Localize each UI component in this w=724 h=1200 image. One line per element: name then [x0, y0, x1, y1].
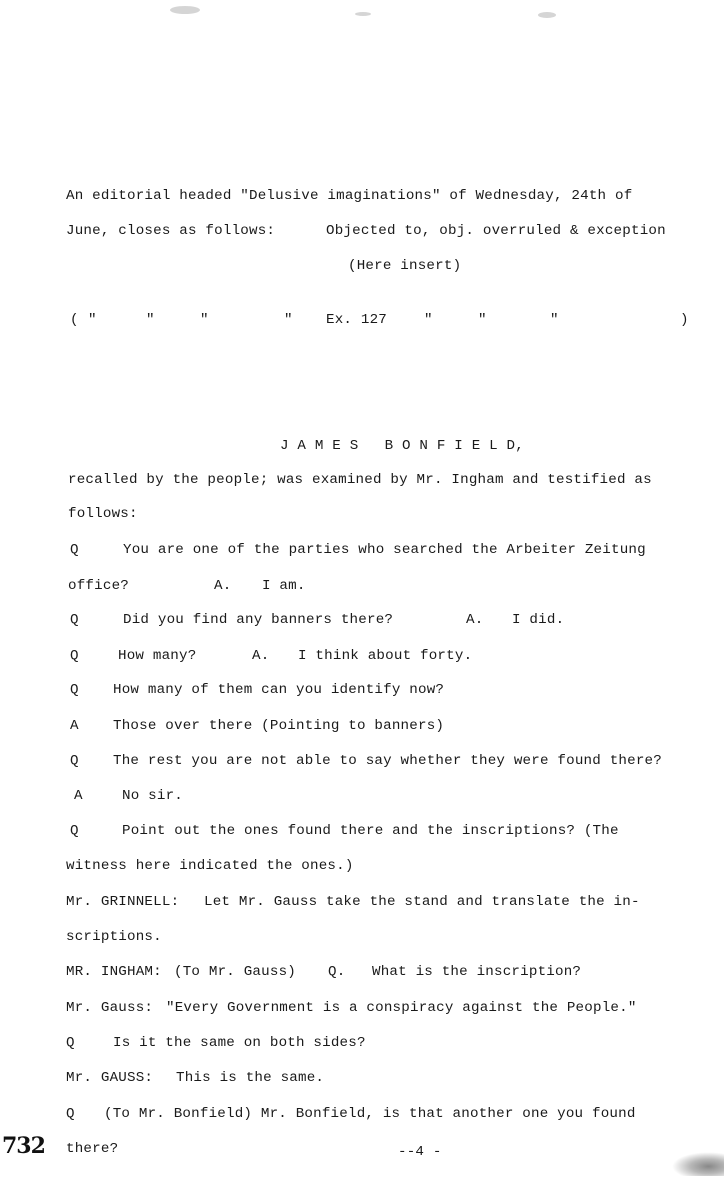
- question-continuation: there?: [66, 1141, 119, 1157]
- answer-text: I think about forty.: [298, 648, 473, 664]
- speaker-label: Q: [70, 682, 79, 698]
- ditto-mark: ": [284, 312, 293, 328]
- statement-text: (To Mr. Gauss): [174, 964, 296, 980]
- exhibit-label: Ex. 127: [326, 312, 387, 328]
- scan-smudge: [538, 12, 556, 18]
- answer-label: A.: [214, 578, 232, 594]
- statement-continuation: scriptions.: [66, 929, 162, 945]
- ditto-mark: ": [146, 312, 155, 328]
- question-text: What is the inscription?: [372, 964, 582, 980]
- ditto-mark: ": [424, 312, 433, 328]
- speaker-label: Mr. Gauss:: [66, 1000, 154, 1016]
- speaker-label: Mr. GRINNELL:: [66, 894, 180, 910]
- ditto-mark: ": [550, 312, 559, 328]
- speaker-label: Q: [70, 823, 79, 839]
- ditto-close: ): [680, 312, 689, 328]
- margin-page-number: 732: [2, 1133, 45, 1159]
- scan-smudge: [170, 6, 200, 14]
- question-text: The rest you are not able to say whether they were found there?: [113, 753, 662, 769]
- objection-note: Objected to, obj. overruled & exception: [326, 223, 666, 239]
- insert-note: (Here insert): [348, 258, 462, 274]
- speaker-label: A: [70, 718, 79, 734]
- ditto-mark: ": [88, 312, 97, 328]
- question-text: Point out the ones found there and the inscriptions? (The: [122, 823, 619, 839]
- question-continuation: office?: [68, 578, 129, 594]
- question-text: Is it the same on both sides?: [113, 1035, 366, 1051]
- answer-text: I am.: [262, 578, 306, 594]
- speaker-label: MR. INGHAM:: [66, 964, 162, 980]
- answer-text: Those over there (Pointing to banners): [113, 718, 445, 734]
- speaker-label: Q: [70, 612, 79, 628]
- question-continuation: witness here indicated the ones.): [66, 858, 354, 874]
- statement-text: This is the same.: [176, 1070, 325, 1086]
- speaker-label: A: [74, 788, 83, 804]
- speaker-label: Q: [70, 753, 79, 769]
- answer-text: No sir.: [122, 788, 183, 804]
- question-text: (To Mr. Bonfield) Mr. Bonfield, is that another one you found: [104, 1106, 636, 1122]
- scan-noise: [672, 1152, 724, 1176]
- witness-intro-line-1: recalled by the people; was examined by Mr. Ingham and testified as: [68, 472, 652, 488]
- speaker-label: Q: [66, 1106, 75, 1122]
- scan-smudge: [355, 12, 371, 16]
- question-text: How many?: [118, 648, 197, 664]
- page-number: --4 -: [398, 1144, 442, 1160]
- ditto-mark: ": [478, 312, 487, 328]
- answer-text: I did.: [512, 612, 565, 628]
- speaker-label: Q: [70, 542, 79, 558]
- speaker-label: Mr. GAUSS:: [66, 1070, 154, 1086]
- question-text: Did you find any banners there?: [123, 612, 394, 628]
- question-text: You are one of the parties who searched the Arbeiter Zeitung: [123, 542, 646, 558]
- ditto-open: (: [70, 312, 79, 328]
- answer-label: A.: [466, 612, 484, 628]
- editorial-line-2-left: June, closes as follows:: [66, 223, 276, 239]
- question-text: How many of them can you identify now?: [113, 682, 445, 698]
- speaker-label: Q: [66, 1035, 75, 1051]
- statement-text: Let Mr. Gauss take the stand and translate the in-: [204, 894, 640, 910]
- question-label: Q.: [328, 964, 346, 980]
- witness-intro-line-2: follows:: [68, 506, 138, 522]
- answer-label: A.: [252, 648, 270, 664]
- ditto-mark: ": [200, 312, 209, 328]
- statement-text: "Every Government is a conspiracy against the People.": [166, 1000, 637, 1016]
- editorial-line-1: An editorial headed "Delusive imaginations" of Wednesday, 24th of: [66, 188, 633, 204]
- witness-name: J A M E S B O N F I E L D,: [280, 438, 524, 454]
- speaker-label: Q: [70, 648, 79, 664]
